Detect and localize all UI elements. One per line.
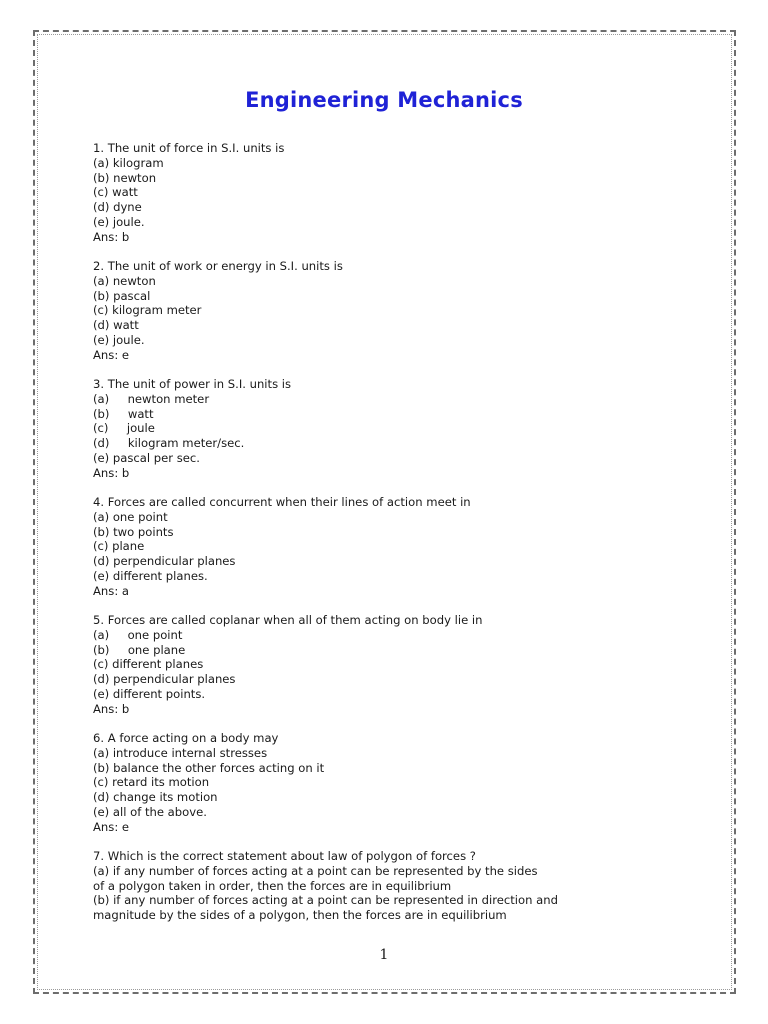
option-e: (e) joule.: [93, 332, 145, 347]
answer: Ans: b: [93, 701, 130, 716]
question-6: [93, 731, 653, 834]
option-e: (e) different planes.: [93, 568, 208, 583]
question-1: [93, 141, 653, 244]
question-7: [93, 849, 653, 923]
question-text: 5. Forces are called coplanar when all of them acting on body lie in: [93, 613, 483, 627]
option-e: (e) pascal per sec.: [93, 450, 200, 465]
option-d: (d) watt: [93, 318, 139, 332]
question-2: [93, 259, 653, 362]
question-text: 6. A force acting on a body may: [93, 731, 279, 745]
option-c: (c) retard its motion: [93, 775, 210, 790]
option-c: (c) kilogram meter: [93, 303, 202, 318]
option-b: (b) newton: [93, 170, 157, 185]
option-b-continued: magnitude by the sides of a polygon, then the forces are in equilibrium: [93, 908, 507, 922]
option-d: (d) change its motion: [93, 790, 218, 804]
question-list: [93, 141, 653, 938]
question-text: 7. Which is the correct statement about law of polygon of forces ?: [93, 849, 476, 863]
question-4: [93, 495, 653, 598]
option-a: (a) one point: [93, 509, 168, 524]
option-c: (c) joule: [93, 421, 155, 436]
answer: Ans: b: [93, 465, 130, 480]
answer: Ans: e: [93, 347, 130, 362]
option-c: (c) watt: [93, 185, 138, 200]
option-d: (d) dyne: [93, 200, 142, 214]
option-d: (d) perpendicular planes: [93, 554, 236, 568]
question-3: [93, 377, 653, 480]
option-a: (a) newton: [93, 273, 156, 288]
question-text: 4. Forces are called concurrent when their lines of action meet in: [93, 495, 471, 509]
option-e: (e) joule.: [93, 214, 145, 229]
option-c: (c) different planes: [93, 657, 204, 672]
option-b: (b) one plane: [93, 642, 186, 657]
option-b: (b) balance the other forces acting on it: [93, 760, 325, 775]
option-b: (b) two points: [93, 524, 174, 539]
question-text: 3. The unit of power in S.I. units is: [93, 377, 292, 391]
answer: Ans: b: [93, 229, 130, 244]
option-a-continued: of a polygon taken in order, then the forces are in equilibrium: [93, 878, 452, 893]
option-c: (c) plane: [93, 539, 145, 554]
option-a: (a) kilogram: [93, 155, 164, 170]
option-a: (a) introduce internal stresses: [93, 745, 268, 760]
question-text: 2. The unit of work or energy in S.I. units is: [93, 259, 343, 273]
option-e: (e) all of the above.: [93, 804, 207, 819]
option-a: (a) if any number of forces acting at a point can be represented by the sides: [93, 863, 538, 878]
option-a: (a) newton meter: [93, 391, 210, 406]
option-a: (a) one point: [93, 627, 183, 642]
option-b: (b) if any number of forces acting at a point can be represented in direction and: [93, 893, 558, 908]
document-title: Engineering Mechanics: [245, 88, 523, 112]
question-text: 1. The unit of force in S.I. units is: [93, 141, 285, 155]
question-5: [93, 613, 653, 716]
option-d: (d) perpendicular planes: [93, 672, 236, 686]
page-number: 1: [379, 947, 389, 963]
option-d: (d) kilogram meter/sec.: [93, 436, 245, 450]
answer: Ans: e: [93, 819, 130, 834]
answer: Ans: a: [93, 583, 130, 598]
option-b: (b) pascal: [93, 288, 151, 303]
option-b: (b) watt: [93, 406, 154, 421]
option-e: (e) different points.: [93, 686, 206, 701]
